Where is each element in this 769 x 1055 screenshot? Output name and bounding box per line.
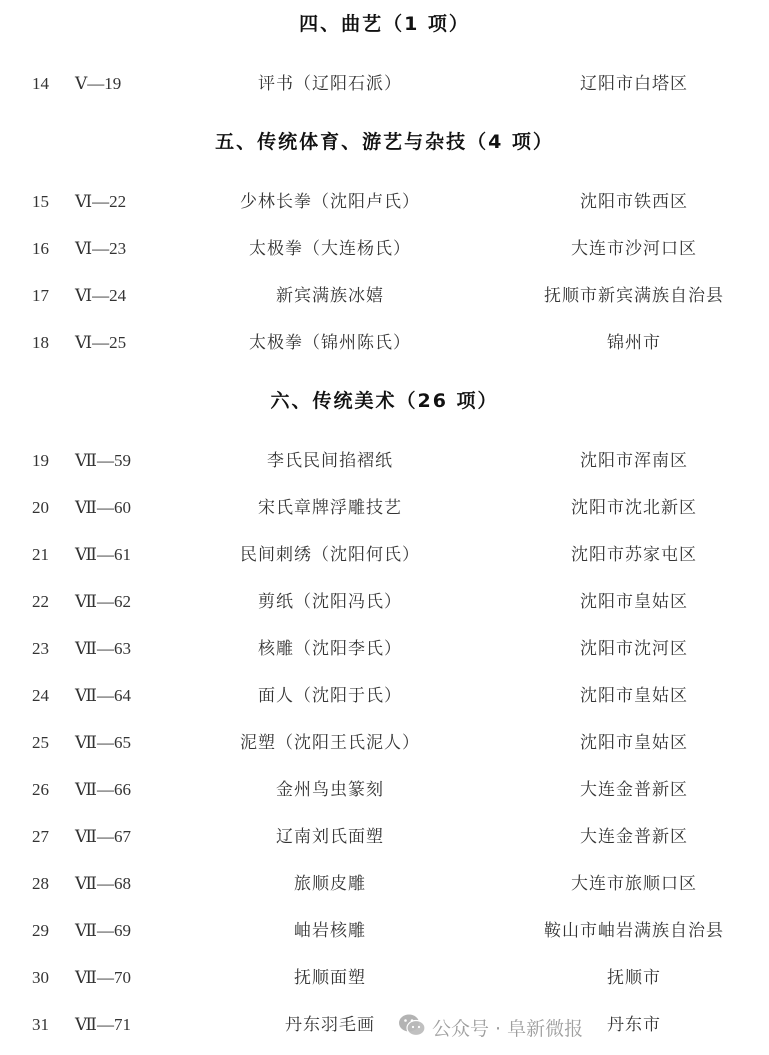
item-number: 20 — [32, 498, 49, 517]
item-location: 大连金普新区 — [580, 827, 688, 846]
watermark — [398, 1012, 583, 1043]
item-number: 27 — [32, 827, 49, 846]
item-number: 15 — [32, 192, 49, 211]
item-location: 丹东市 — [607, 1015, 661, 1034]
item-number: 18 — [32, 333, 49, 352]
section-heading: 四、曲艺（1 项） — [299, 13, 470, 35]
item-number: 24 — [32, 686, 49, 705]
table-row — [0, 60, 769, 107]
table-row — [0, 860, 769, 907]
item-code: Ⅶ—65 — [75, 733, 131, 752]
item-location: 抚顺市 — [607, 968, 661, 987]
item-location: 沈阳市皇姑区 — [580, 686, 688, 705]
item-location: 鞍山市岫岩满族自治县 — [544, 921, 724, 940]
item-code: Ⅶ—69 — [75, 921, 131, 940]
item-name: 辽南刘氏面塑 — [276, 827, 384, 846]
section-heading: 五、传统体育、游艺与杂技（4 项） — [215, 131, 554, 153]
item-name: 李氏民间掐褶纸 — [267, 451, 393, 470]
item-name: 泥塑（沈阳王氏泥人） — [240, 733, 420, 752]
table-row — [0, 225, 769, 272]
item-code: Ⅴ—19 — [75, 74, 122, 93]
item-name: 岫岩核雕 — [294, 921, 366, 940]
item-location: 沈阳市浑南区 — [580, 451, 688, 470]
item-name: 丹东羽毛画 — [285, 1015, 375, 1034]
item-number: 23 — [32, 639, 49, 658]
item-location: 锦州市 — [607, 333, 661, 352]
item-location: 大连市沙河口区 — [571, 239, 697, 258]
item-number: 26 — [32, 780, 49, 799]
item-code: Ⅵ—22 — [75, 192, 127, 211]
item-name: 旅顺皮雕 — [294, 874, 366, 893]
item-name: 抚顺面塑 — [294, 968, 366, 987]
table-row — [0, 1001, 769, 1048]
item-name: 太极拳（大连杨氏） — [249, 239, 411, 258]
section-heading: 六、传统美术（26 项） — [270, 390, 499, 412]
item-code: Ⅶ—60 — [75, 498, 131, 517]
item-name: 少林长拳（沈阳卢氏） — [240, 192, 420, 211]
table-row — [0, 484, 769, 531]
table-row — [0, 178, 769, 225]
item-name: 新宾满族冰嬉 — [276, 286, 384, 305]
item-name: 剪纸（沈阳冯氏） — [258, 592, 402, 611]
item-number: 25 — [32, 733, 49, 752]
item-code: Ⅶ—67 — [75, 827, 131, 846]
item-code: Ⅶ—64 — [75, 686, 131, 705]
table-row — [0, 813, 769, 860]
item-number: 31 — [32, 1015, 49, 1034]
item-location: 沈阳市铁西区 — [580, 192, 688, 211]
item-location: 大连金普新区 — [580, 780, 688, 799]
item-number: 17 — [32, 286, 49, 305]
item-number: 14 — [32, 74, 49, 93]
table-row — [0, 625, 769, 672]
item-number: 21 — [32, 545, 49, 564]
table-row — [0, 319, 769, 366]
item-code: Ⅶ—59 — [75, 451, 131, 470]
item-code: Ⅵ—23 — [75, 239, 127, 258]
item-code: Ⅶ—68 — [75, 874, 131, 893]
item-number: 19 — [32, 451, 49, 470]
table-row — [0, 672, 769, 719]
item-number: 28 — [32, 874, 49, 893]
item-number: 30 — [32, 968, 49, 987]
item-location: 沈阳市苏家屯区 — [571, 545, 697, 564]
item-code: Ⅶ—71 — [75, 1015, 131, 1034]
item-location: 沈阳市皇姑区 — [580, 733, 688, 752]
item-name: 面人（沈阳于氏） — [258, 686, 402, 705]
table-row — [0, 719, 769, 766]
item-code: Ⅶ—70 — [75, 968, 131, 987]
table-row — [0, 437, 769, 484]
table-row — [0, 272, 769, 319]
item-location: 沈阳市沈河区 — [580, 639, 688, 658]
item-location: 抚顺市新宾满族自治县 — [544, 286, 724, 305]
item-name: 评书（辽阳石派） — [258, 74, 402, 93]
item-code: Ⅵ—24 — [75, 286, 127, 305]
table-row — [0, 766, 769, 813]
item-number: 22 — [32, 592, 49, 611]
item-location: 沈阳市皇姑区 — [580, 592, 688, 611]
item-code: Ⅶ—62 — [75, 592, 131, 611]
item-name: 太极拳（锦州陈氏） — [249, 333, 411, 352]
table-row — [0, 954, 769, 1001]
item-code: Ⅶ—61 — [75, 545, 131, 564]
item-location: 沈阳市沈北新区 — [571, 498, 697, 517]
item-name: 金州鸟虫篆刻 — [276, 780, 384, 799]
item-code: Ⅶ—63 — [75, 639, 131, 658]
item-name: 宋氏章牌浮雕技艺 — [258, 498, 402, 517]
item-name: 民间刺绣（沈阳何氏） — [240, 545, 420, 564]
watermark-text: 公众号 · 阜新微报 — [432, 1018, 584, 1040]
item-number: 29 — [32, 921, 49, 940]
table-row — [0, 578, 769, 625]
table-row — [0, 907, 769, 954]
item-code: Ⅵ—25 — [75, 333, 127, 352]
item-name: 核雕（沈阳李氏） — [258, 639, 402, 658]
item-number: 16 — [32, 239, 49, 258]
wechat-icon — [398, 1012, 426, 1043]
item-code: Ⅶ—66 — [75, 780, 131, 799]
item-location: 辽阳市白塔区 — [580, 74, 688, 93]
table-row — [0, 531, 769, 578]
item-location: 大连市旅顺口区 — [571, 874, 697, 893]
